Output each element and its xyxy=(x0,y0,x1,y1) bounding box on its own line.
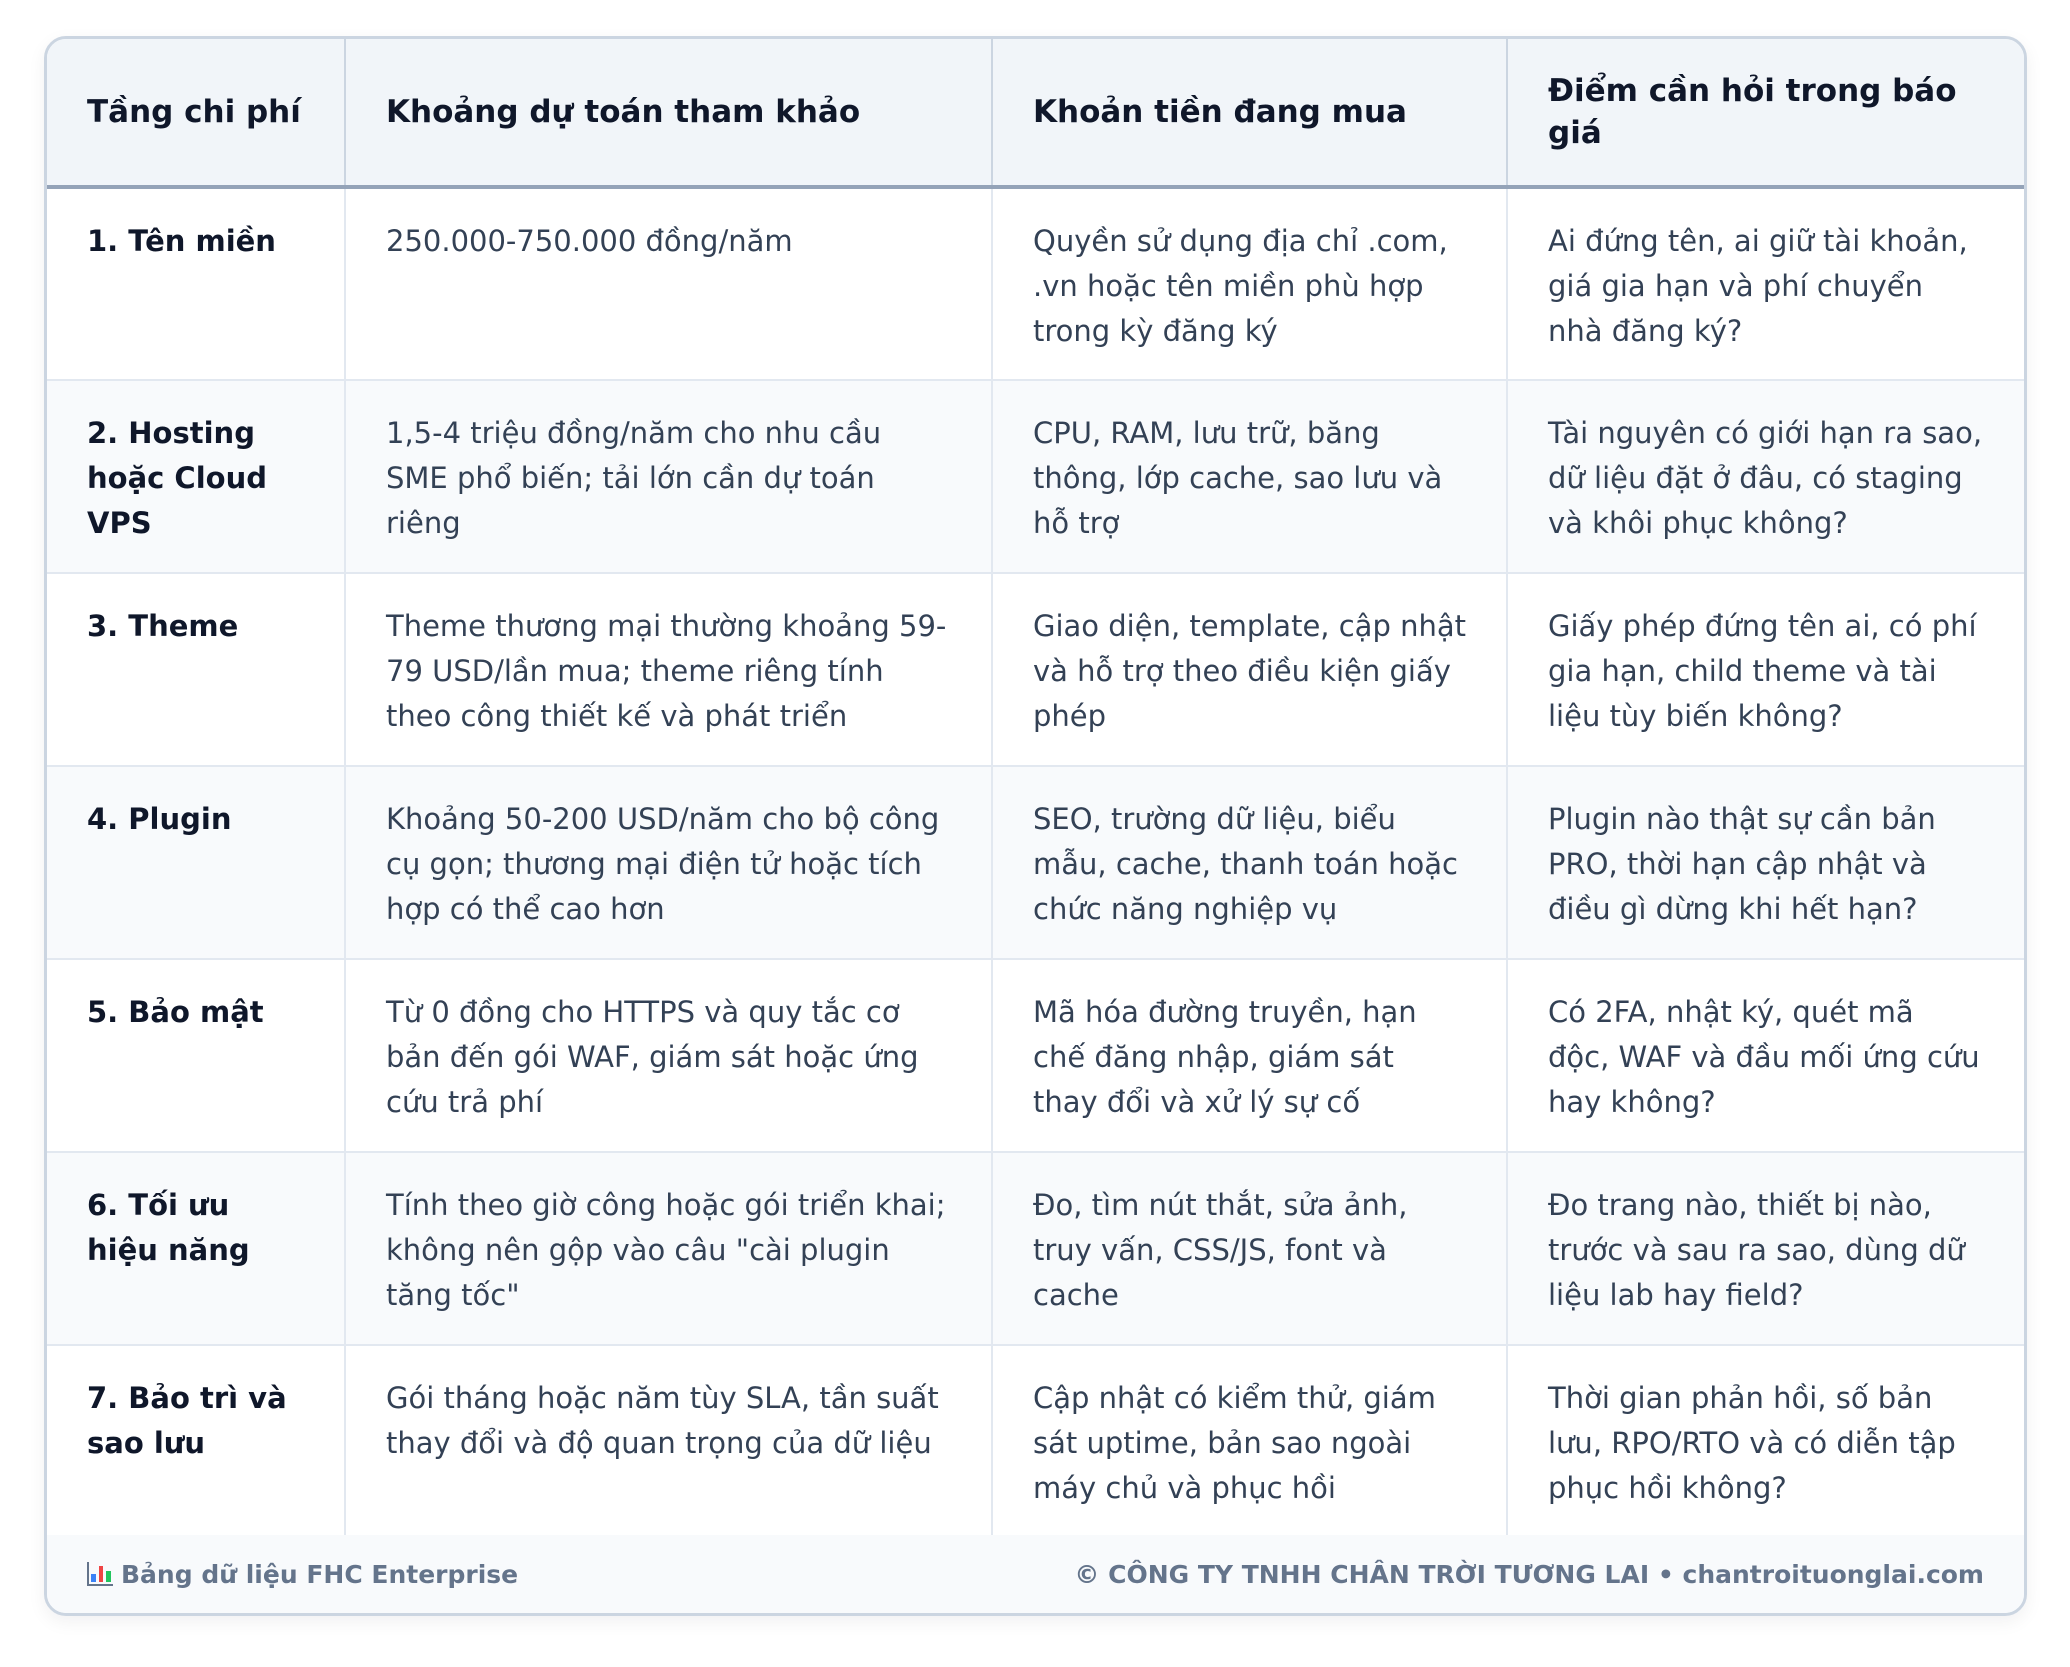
cell-estimate: 250.000-750.000 đồng/năm xyxy=(345,187,992,380)
table-row xyxy=(47,959,2024,1152)
cell-estimate: Tính theo giờ công hoặc gói triển khai; không nên gộp vào câu "cài plugin tăng tốc" xyxy=(345,1152,992,1345)
cell-tier: 4. Plugin xyxy=(47,766,345,959)
cell-questions: Plugin nào thật sự cần bản PRO, thời hạn cập nhật và điều gì dừng khi hết hạn? xyxy=(1507,766,2024,959)
cell-tier: 1. Tên miền xyxy=(47,187,345,380)
table-row xyxy=(47,380,2024,573)
cell-estimate: Theme thương mại thường khoảng 59-79 USD/lần mua; theme riêng tính theo công thiết kế và phát triển xyxy=(345,573,992,766)
cell-questions: Có 2FA, nhật ký, quét mã độc, WAF và đầu mối ứng cứu hay không? xyxy=(1507,959,2024,1152)
cell-tier: 5. Bảo mật xyxy=(47,959,345,1152)
cell-tier: 3. Theme xyxy=(47,573,345,766)
table-footer xyxy=(47,1535,2024,1613)
cell-estimate: 1,5-4 triệu đồng/năm cho nhu cầu SME phổ biến; tải lớn cần dự toán riêng xyxy=(345,380,992,573)
cell-buying: Quyền sử dụng địa chỉ .com, .vn hoặc tên miền phù hợp trong kỳ đăng ký xyxy=(992,187,1507,380)
cell-questions: Ai đứng tên, ai giữ tài khoản, giá gia hạn và phí chuyển nhà đăng ký? xyxy=(1507,187,2024,380)
table-row xyxy=(47,573,2024,766)
header-estimate-range: Khoảng dự toán tham khảo xyxy=(345,39,992,187)
cell-questions: Giấy phép đứng tên ai, có phí gia hạn, child theme và tài liệu tùy biến không? xyxy=(1507,573,2024,766)
cost-table xyxy=(47,39,2024,1539)
cell-estimate: Từ 0 đồng cho HTTPS và quy tắc cơ bản đến gói WAF, giám sát hoặc ứng cứu trả phí xyxy=(345,959,992,1152)
table-row xyxy=(47,1345,2024,1538)
footer-source xyxy=(87,1560,518,1589)
header-item-purchased: Khoản tiền đang mua xyxy=(992,39,1507,187)
cell-estimate: Gói tháng hoặc năm tùy SLA, tần suất thay đổi và độ quan trọng của dữ liệu xyxy=(345,1345,992,1538)
cell-tier: 6. Tối ưu hiệu năng xyxy=(47,1152,345,1345)
cell-tier: 2. Hosting hoặc Cloud VPS xyxy=(47,380,345,573)
cell-tier: 7. Bảo trì và sao lưu xyxy=(47,1345,345,1538)
header-quote-questions: Điểm cần hỏi trong báo giá xyxy=(1507,39,2024,187)
cell-questions: Tài nguyên có giới hạn ra sao, dữ liệu đặt ở đâu, có staging và khôi phục không? xyxy=(1507,380,2024,573)
bar-chart-icon xyxy=(87,1562,113,1586)
table-row xyxy=(47,766,2024,959)
cell-questions: Thời gian phản hồi, số bản lưu, RPO/RTO và có diễn tập phục hồi không? xyxy=(1507,1345,2024,1538)
footer-copyright: © CÔNG TY TNHH CHÂN TRỜI TƯƠNG LAI • chantroituonglai.com xyxy=(1074,1559,1984,1589)
cell-buying: Đo, tìm nút thắt, sửa ảnh, truy vấn, CSS/JS, font và cache xyxy=(992,1152,1507,1345)
cell-estimate: Khoảng 50-200 USD/năm cho bộ công cụ gọn; thương mại điện tử hoặc tích hợp có thể cao hơn xyxy=(345,766,992,959)
footer-source-label: Bảng dữ liệu FHC Enterprise xyxy=(121,1559,519,1589)
table-header-row xyxy=(47,39,2024,187)
table-row xyxy=(47,1152,2024,1345)
table-row xyxy=(47,187,2024,380)
cell-questions: Đo trang nào, thiết bị nào, trước và sau ra sao, dùng dữ liệu lab hay field? xyxy=(1507,1152,2024,1345)
cell-buying: CPU, RAM, lưu trữ, băng thông, lớp cache, sao lưu và hỗ trợ xyxy=(992,380,1507,573)
cell-buying: Mã hóa đường truyền, hạn chế đăng nhập, giám sát thay đổi và xử lý sự cố xyxy=(992,959,1507,1152)
header-cost-tier: Tầng chi phí xyxy=(47,39,345,187)
cost-table-card xyxy=(44,36,2027,1616)
cell-buying: SEO, trường dữ liệu, biểu mẫu, cache, thanh toán hoặc chức năng nghiệp vụ xyxy=(992,766,1507,959)
cell-buying: Giao diện, template, cập nhật và hỗ trợ theo điều kiện giấy phép xyxy=(992,573,1507,766)
cell-buying: Cập nhật có kiểm thử, giám sát uptime, bản sao ngoài máy chủ và phục hồi xyxy=(992,1345,1507,1538)
